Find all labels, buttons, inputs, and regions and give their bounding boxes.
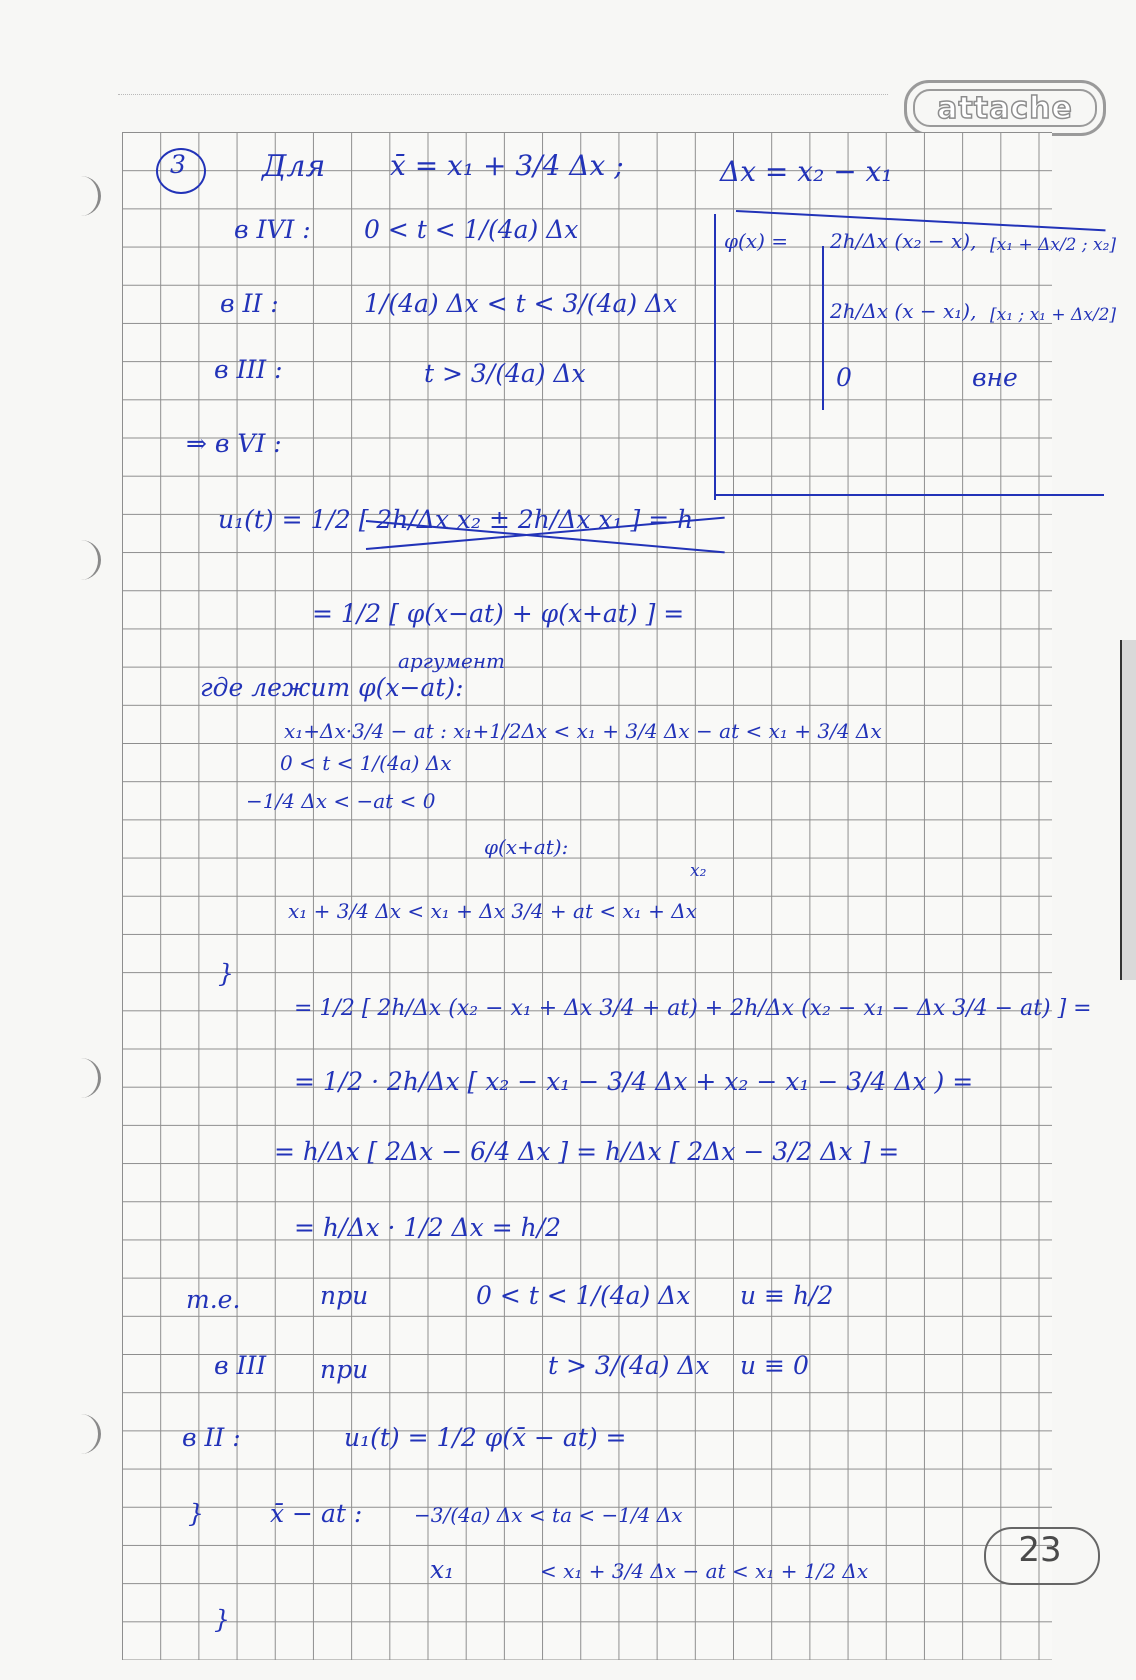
dalembert-formula: = 1/2 [ φ(x−at) + φ(x+at) ] =	[312, 599, 685, 628]
ta-inequality: −3/(4a) Δx < ta < −1/4 Δx	[414, 1503, 683, 1527]
expansion-line-3: = h/Δx [ 2Δx − 6/4 Δx ] = h/Δx [ 2Δx − 3/2 Δx ] =	[274, 1137, 900, 1166]
u-equals-zero: u ≡ 0	[740, 1351, 809, 1380]
region-ivi-label: в IVI :	[234, 215, 311, 244]
x2-note: x₂	[690, 861, 707, 881]
box-bottom-line	[714, 494, 1104, 496]
brace-mark: }	[188, 1499, 204, 1528]
time-condition-2: t > 3/(4a) Δx	[548, 1351, 710, 1380]
x-bar-definition: x̄ = x₁ + 3/4 Δx ;	[390, 149, 624, 182]
time-condition-1: 0 < t < 1/(4a) Δx	[476, 1281, 691, 1310]
region-ii-label-2: в II :	[182, 1423, 241, 1452]
plus-at-inequality: x₁ + 3/4 Δx < x₁ + Δx 3/4 + at < x₁ + Δx	[288, 899, 697, 923]
at-label-1: при	[320, 1281, 369, 1310]
argument-inequality: x₁+Δx·3/4 − at : x₁+1/2Δx < x₁ + 3/4 Δx − at < x₁ + 3/4 Δx	[284, 719, 882, 743]
phi-label: φ(x) =	[724, 229, 789, 253]
time-range: 0 < t < 1/(4a) Δx	[280, 751, 452, 775]
scan-edge	[1120, 640, 1136, 980]
at-label-2: при	[320, 1355, 369, 1384]
minus-at-range: −1/4 Δx < −at < 0	[246, 789, 436, 813]
expansion-line-2: = 1/2 · 2h/Δx [ x₂ − x₁ − 3/4 Δx + x₂ − x₁ − 3/4 Δx ) =	[294, 1067, 974, 1096]
x1-label: x₁	[430, 1555, 455, 1584]
u1-region-ii: u₁(t) = 1/2 φ(x̄ − at) =	[344, 1423, 627, 1452]
phi-case3-value: 0	[836, 363, 852, 392]
phi-case3-label: вне	[972, 363, 1018, 392]
ie-label: т.е.	[186, 1285, 241, 1314]
box-left-line	[714, 214, 716, 500]
brace-mark: }	[214, 1605, 230, 1634]
phi-case2-interval: [x₁ ; x₁ + Δx/2]	[990, 305, 1117, 325]
implies-region-vi: ⇒ в VI :	[186, 429, 282, 458]
phi-case1-expr: 2h/Δx (x₂ − x),	[830, 229, 977, 253]
xbar-minus-at: x̄ − at :	[270, 1499, 363, 1528]
attache-logo	[904, 80, 1106, 136]
where-lies: где лежит φ(x−at):	[200, 673, 464, 702]
region-ii-label: в II :	[220, 289, 279, 318]
binder-hole	[72, 1058, 101, 1098]
crossed-formula: u₁(t) = 1/2 [ 2h/Δx x₂ ± 2h/Δx x₁ ] = h	[218, 505, 694, 534]
final-inequality: < x₁ + 3/4 Δx − at < x₁ + 1/2 Δx	[540, 1559, 869, 1583]
expansion-line-1: = 1/2 [ 2h/Δx (x₂ − x₁ + Δx 3/4 + at) + 2h/Δx (x₂ − x₁ − Δx 3/4 − at) ] =	[294, 996, 1092, 1021]
binder-hole	[72, 540, 101, 580]
word-for: Для	[262, 149, 326, 184]
result-h-over-2: = h/Δx · 1/2 Δx = h/2	[294, 1213, 562, 1242]
region-iii-label: в III :	[214, 355, 283, 384]
u-equals-h-over-2: u ≡ h/2	[740, 1281, 834, 1310]
region-iii-label-2: в III	[214, 1351, 267, 1380]
region-ii-condition: 1/(4a) Δx < t < 3/(4a) Δx	[364, 289, 678, 318]
page-number: 23	[1018, 1530, 1062, 1570]
phi-case2-expr: 2h/Δx (x − x₁),	[830, 299, 977, 323]
delta-x-definition: Δx = x₂ − x₁	[720, 155, 893, 188]
phi-plus-label: φ(x+at):	[484, 835, 569, 859]
problem-number: 3	[170, 150, 186, 179]
phi-case1-interval: [x₁ + Δx/2 ; x₂]	[990, 235, 1117, 255]
piecewise-brace	[822, 246, 824, 410]
word-argument: аргумент	[398, 649, 505, 673]
brace-mark: }	[218, 959, 234, 988]
binder-hole	[72, 1414, 101, 1454]
dotted-header-line	[118, 94, 888, 95]
region-ivi-condition: 0 < t < 1/(4a) Δx	[364, 215, 579, 244]
logo-text: attache	[913, 89, 1097, 127]
binder-hole	[72, 176, 101, 216]
region-iii-condition: t > 3/(4a) Δx	[424, 359, 586, 388]
